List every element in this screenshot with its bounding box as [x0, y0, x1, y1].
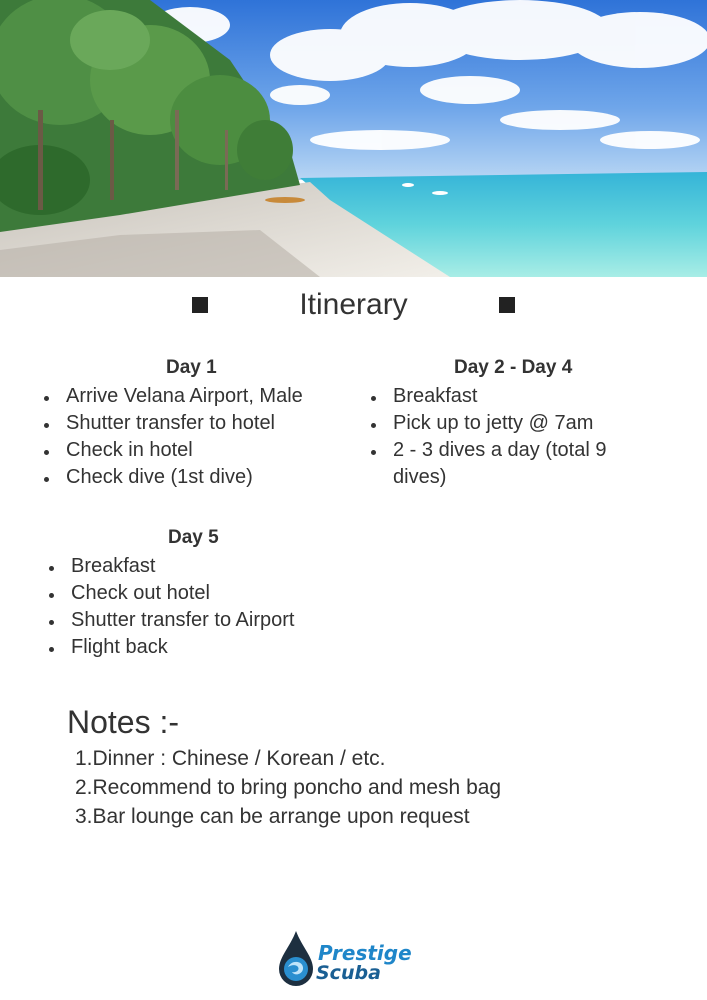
day-1-section	[44, 355, 344, 491]
list-item-text: Shutter transfer to Airport	[71, 609, 295, 631]
note-item: 3.Bar lounge can be arrange upon request	[75, 805, 470, 828]
bullet-icon	[49, 620, 54, 625]
day-heading: Day 1	[166, 357, 217, 378]
day-5-section	[49, 525, 349, 661]
list-item	[44, 437, 344, 464]
bullet-icon	[49, 593, 54, 598]
title-row	[0, 285, 707, 325]
note-item: 2.Recommend to bring poncho and mesh bag	[75, 776, 502, 799]
page-title: Itinerary	[299, 288, 408, 321]
list-item-text: Breakfast	[71, 555, 156, 577]
logo-text	[318, 943, 412, 983]
list-item-text: Shutter transfer to hotel	[66, 412, 276, 434]
bullet-icon	[371, 396, 376, 401]
notes-section	[67, 702, 501, 831]
list-item-text: 2 - 3 dives a day (total 9 dives)	[393, 439, 607, 488]
notes-heading: Notes :-	[67, 704, 180, 740]
logo-line-1: Prestige	[318, 941, 412, 965]
note-item: 1.Dinner : Chinese / Korean / etc.	[75, 747, 386, 770]
list-item-text: Check out hotel	[71, 582, 210, 604]
bullet-icon	[371, 423, 376, 428]
list-item	[49, 580, 349, 607]
day-list	[44, 383, 344, 491]
list-item-text: Pick up to jetty @ 7am	[393, 412, 594, 434]
prestige-scuba-logo	[276, 927, 436, 989]
list-item	[49, 607, 349, 634]
day-list	[371, 383, 661, 491]
list-item-text: Check in hotel	[66, 439, 193, 461]
day-2-4-section	[371, 355, 661, 491]
list-item-text: Breakfast	[393, 385, 478, 407]
day-heading: Day 2 - Day 4	[454, 357, 573, 378]
list-item	[371, 437, 661, 491]
bullet-icon	[49, 647, 54, 652]
notes-list	[67, 744, 501, 831]
list-item	[371, 410, 661, 437]
bullet-icon	[371, 450, 376, 455]
list-item-text: Arrive Velana Airport, Male	[66, 385, 303, 407]
bullet-icon	[44, 477, 49, 482]
water-drop-icon	[276, 929, 316, 989]
day-heading: Day 5	[168, 527, 219, 548]
beach-illustration	[0, 0, 707, 277]
list-item	[49, 553, 349, 580]
list-item	[44, 410, 344, 437]
bullet-icon	[44, 450, 49, 455]
hero-beach-image	[0, 0, 707, 277]
bullet-icon	[44, 396, 49, 401]
list-item	[371, 383, 661, 410]
list-item	[49, 634, 349, 661]
bullet-icon	[49, 566, 54, 571]
list-item	[44, 383, 344, 410]
list-item	[44, 464, 344, 491]
bullet-icon	[44, 423, 49, 428]
list-item-text: Flight back	[71, 636, 168, 658]
list-item-text: Check dive (1st dive)	[66, 466, 253, 488]
logo-line-2: Scuba	[316, 962, 381, 984]
square-bullet-icon	[499, 297, 515, 313]
day-list	[49, 553, 349, 661]
